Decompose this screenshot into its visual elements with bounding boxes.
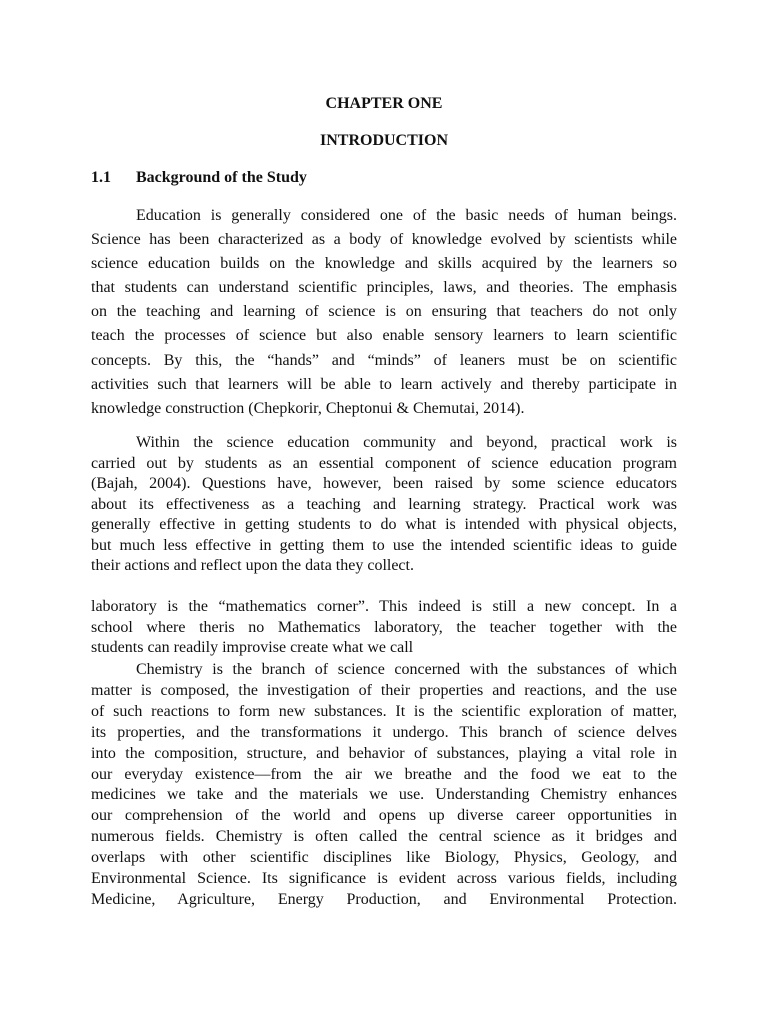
paragraph-line: on the teaching and learning of science is on ensuring that teachers do not only xyxy=(91,303,677,321)
paragraph-line: their actions and reflect upon the data they collect. xyxy=(91,557,414,574)
paragraph-line: medicines we take and the materials we use. Understanding Chemistry enhances xyxy=(91,786,677,804)
chapter-title: CHAPTER ONE xyxy=(325,95,443,112)
paragraph-line: students can readily improvise create what we call xyxy=(91,639,414,657)
paragraph-line: our comprehension of the world and opens up diverse career opportunities in xyxy=(91,807,677,825)
paragraph-line: generally effective in getting students to do what is intended with physical objects, xyxy=(91,516,677,533)
paragraph-line: concepts. By this, the “hands” and “minds” of leaners must be on scientific xyxy=(91,351,677,369)
paragraph-line: numerous fields. Chemistry is often called the central science as it bridges and xyxy=(91,828,677,846)
section-number: 1.1 xyxy=(91,169,111,186)
paragraph-line: overlaps with other scientific disciplines like Biology, Physics, Geology, and xyxy=(91,849,677,867)
paragraph-line: science education builds on the knowledge and skills acquired by the learners so xyxy=(91,255,677,273)
paragraph-education xyxy=(91,204,677,421)
paragraph-line: school where theris no Mathematics laboratory, the teacher together with the xyxy=(91,618,677,636)
paragraph-chemistry xyxy=(91,660,677,911)
paragraph-laboratory xyxy=(91,597,677,659)
paragraph-line: Chemistry is the branch of science concerned with the substances of which xyxy=(136,661,677,678)
introduction-title: INTRODUCTION xyxy=(319,132,448,149)
paragraph-line: matter is composed, the investigation of their properties and reactions, and the use xyxy=(91,681,677,699)
paragraph-line: activities such that learners will be able to learn actively and thereby participate in xyxy=(91,375,677,393)
paragraph-line: carried out by students as an essential component of science education program xyxy=(91,454,677,472)
paragraph-line: Education is generally considered one of the basic needs of human beings. xyxy=(136,207,677,224)
paragraph-line: into the composition, structure, and behavior of substances, playing a vital role in xyxy=(91,744,677,762)
paragraph-line: of such reactions to form new substances. It is the scientific exploration of matter, xyxy=(91,702,677,720)
paragraph-line: laboratory is the “mathematics corner”. This indeed is still a new concept. In a xyxy=(91,598,677,615)
paragraph-line: Medicine, Agriculture, Energy Production, and Environmental Protection. xyxy=(91,890,677,908)
paragraph-line: about its effectiveness as a teaching and learning strategy. Practical work was xyxy=(91,495,677,513)
paragraph-line: that students can understand scientific principles, laws, and theories. The emphasis xyxy=(91,279,677,297)
paragraph-line: (Bajah, 2004). Questions have, however, been raised by some science educators xyxy=(91,475,677,492)
paragraph-line: its properties, and the transformations it undergo. This branch of science delves xyxy=(91,723,677,741)
paragraph-line: but much less effective in getting them to use the intended scientific ideas to guide xyxy=(91,536,677,554)
paragraph-line: Within the science education community and beyond, practical work is xyxy=(136,434,677,451)
paragraph-line: teach the processes of science but also enable sensory learners to learn scientific xyxy=(91,327,677,345)
paragraph-line: Environmental Science. Its significance is evident across various fields, including xyxy=(91,870,677,888)
paragraph-line: our everyday existence—from the air we breathe and the food we eat to the xyxy=(91,765,677,783)
section-heading xyxy=(91,168,307,188)
paragraph-line: knowledge construction (Chepkorir, Cheptonui & Chemutai, 2014). xyxy=(91,399,525,417)
paragraph-practical-work xyxy=(91,433,677,577)
section-title: Background of the Study xyxy=(136,169,307,186)
paragraph-line: Science has been characterized as a body of knowledge evolved by scientists while xyxy=(91,231,677,249)
